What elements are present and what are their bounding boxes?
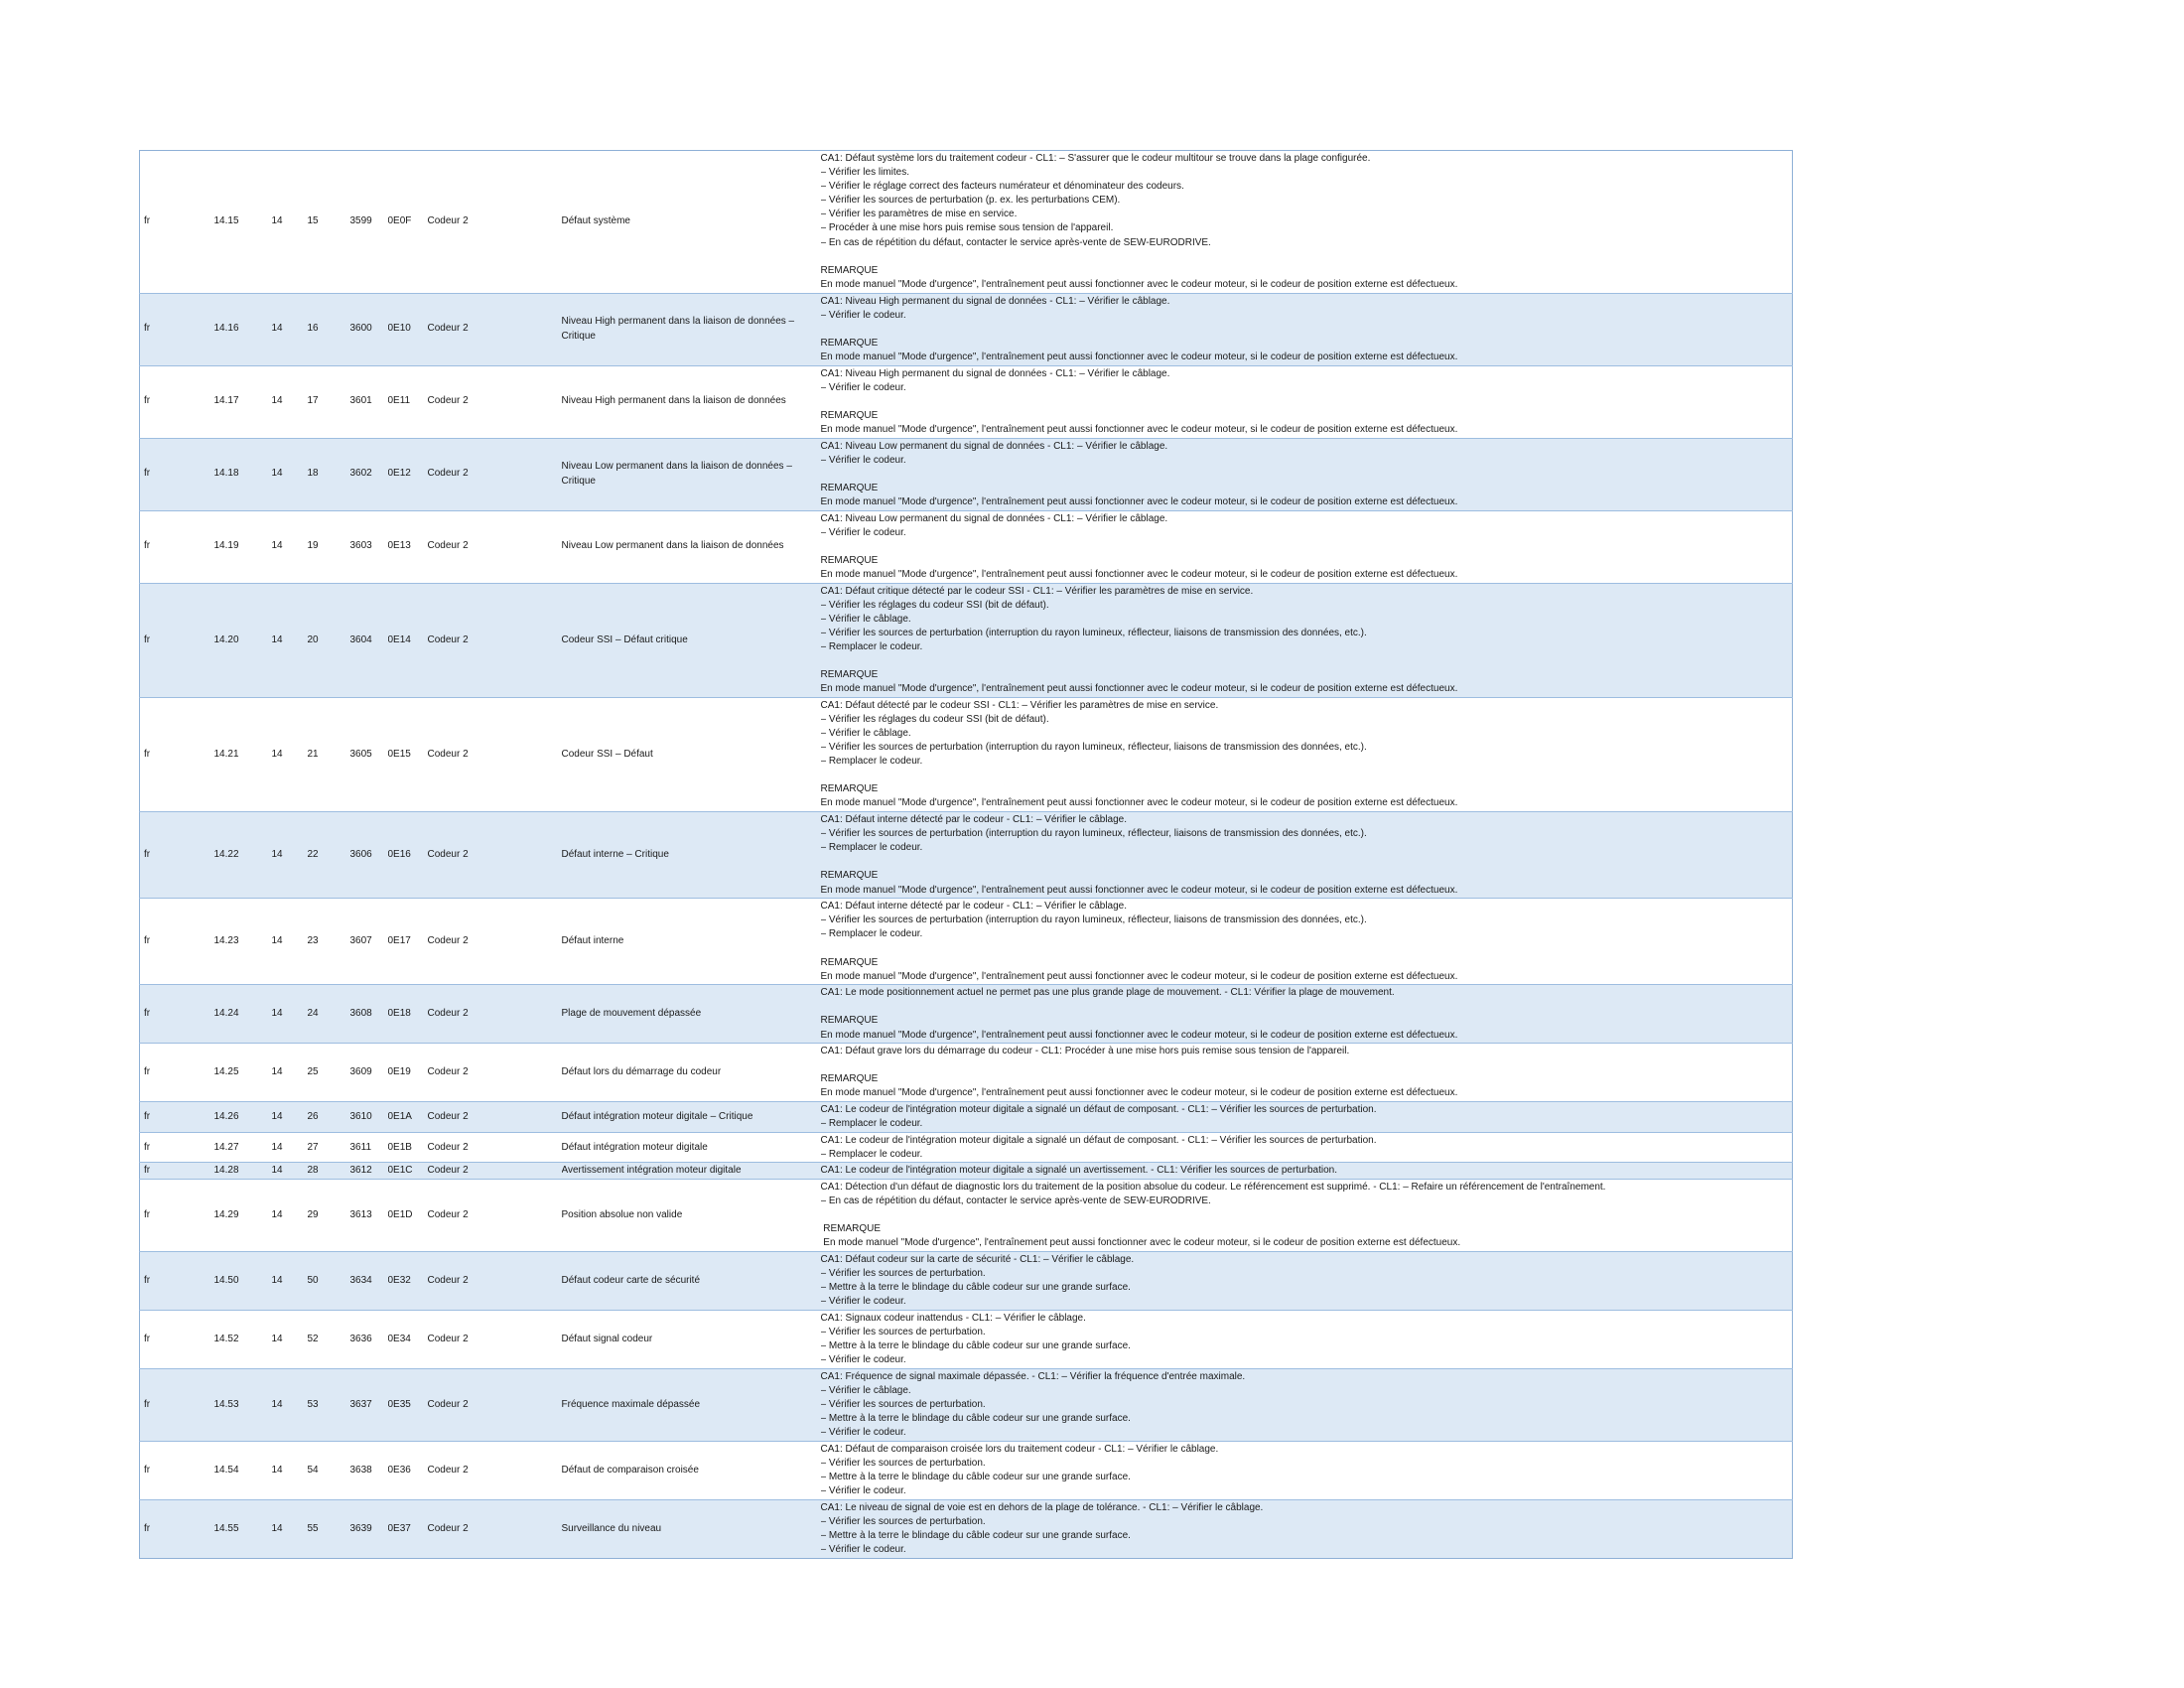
decimal-code-cell: 3611 [350,1132,388,1163]
fault-name-cell: Surveillance du niveau [562,1499,821,1558]
hex-code-cell: 0E19 [388,1044,428,1102]
main-code-cell: 14 [272,1102,308,1133]
sub-code-cell: 17 [308,365,350,438]
fault-code-cell: 14.29 [214,1180,272,1252]
sub-code-cell: 52 [308,1310,350,1368]
hex-code-cell: 0E14 [388,583,428,697]
language-cell: fr [140,1163,214,1180]
hex-code-cell: 0E1C [388,1163,428,1180]
description-cell: CA1: Le codeur de l'intégration moteur digitale a signalé un défaut de composant. - CL1: – Vérifier les sources de perturbation. – Remplacer le codeur. [821,1132,1793,1163]
description-cell: CA1: Le codeur de l'intégration moteur digitale a signalé un avertissement. - CL1: Vérifier les sources de perturbation. [821,1163,1793,1180]
language-cell: fr [140,510,214,583]
main-code-cell: 14 [272,899,308,985]
component-cell: Codeur 2 [427,215,469,227]
main-code-cell: 14 [272,1441,308,1499]
sub-code-cell: 29 [308,1180,350,1252]
decimal-code-cell: 3600 [350,293,388,365]
description-cell: CA1: Niveau High permanent du signal de données - CL1: – Vérifier le câblage. – Vérifier le codeur. REMARQUE En mode manuel "Mode d'urgence", l'entraînement peut aussi fonctionner avec le codeur moteur, si le codeur de position externe est défectueux. [821,365,1793,438]
fault-name-cell: Défaut intégration moteur digitale – Critique [562,1102,821,1133]
decimal-code-cell: 3608 [350,985,388,1044]
table-row [140,1499,1793,1558]
fault-code-cell: 14.22 [214,812,272,899]
fault-name-cell: Défaut interne [562,899,821,985]
fault-code-cell: 14.50 [214,1252,272,1311]
language-cell: fr [140,583,214,697]
description-cell: CA1: Défaut interne détecté par le codeur - CL1: – Vérifier le câblage. – Vérifier les sources de perturbation (interruption du rayon lumineux, réflecteur, liaisons de transmission des données, etc.). – Remplacer le codeur. REMARQUE En mode manuel "Mode d'urgence", l'entraînement peut aussi fonctionner avec le codeur moteur, si le codeur de position externe est défectueux. [821,899,1793,985]
component-cell: Codeur 2 [428,293,562,365]
hex-code-cell: 0E35 [388,1368,428,1441]
language-cell: fr [140,1368,214,1441]
fault-name-cell: Position absolue non valide [562,1180,821,1252]
main-code-cell: 14 [272,583,308,697]
main-code-cell: 14 [272,1252,308,1311]
sub-code-cell: 19 [308,510,350,583]
description-cell: CA1: Fréquence de signal maximale dépassée. - CL1: – Vérifier la fréquence d'entrée maximale. – Vérifier le câblage. – Vérifier les sources de perturbation. – Mettre à la terre le blindage du câble codeur sur une grande surface. – Vérifier le codeur. [821,1368,1793,1441]
sub-code-cell: 24 [308,985,350,1044]
sub-code-cell: 16 [308,293,350,365]
fault-code-cell: 14.54 [214,1441,272,1499]
table-row [140,1310,1793,1368]
language-cell: fr [140,365,214,438]
main-code-cell: 14 [272,1499,308,1558]
decimal-code-cell: 3603 [350,510,388,583]
fault-name-cell: Niveau High permanent dans la liaison de données – Critique [562,293,821,365]
language-cell: fr [140,697,214,811]
description-cell: CA1: Le codeur de l'intégration moteur digitale a signalé un défaut de composant. - CL1: – Vérifier les sources de perturbation. – Remplacer le codeur. [821,1102,1793,1133]
sub-code-cell: 22 [308,812,350,899]
hex-code-cell: 0E37 [388,1499,428,1558]
fault-code-cell: 14.25 [214,1044,272,1102]
component-cell: Codeur 2 [428,510,562,583]
component-cell: Codeur 2 [428,985,562,1044]
table-row [140,438,1793,510]
fault-name-cell: Codeur SSI – Défaut critique [562,583,821,697]
table-row [140,899,1793,985]
component-cell: Codeur 2 [428,1499,562,1558]
fault-name-cell: Défaut codeur carte de sécurité [562,1252,821,1311]
language-cell: fr [140,1180,214,1252]
table-row [140,510,1793,583]
table-row [140,293,1793,365]
decimal-code-cell: 3634 [350,1252,388,1311]
language-cell: fr [140,1441,214,1499]
language-cell: fr [140,1102,214,1133]
description-cell: CA1: Défaut interne détecté par le codeur - CL1: – Vérifier le câblage. – Vérifier les sources de perturbation (interruption du rayon lumineux, réflecteur, liaisons de transmission des données, etc.). – Remplacer le codeur. REMARQUE En mode manuel "Mode d'urgence", l'entraînement peut aussi fonctionner avec le codeur moteur, si le codeur de position externe est défectueux. [821,812,1793,899]
language-cell: fr [140,1044,214,1102]
main-code-cell: 14 [272,1180,308,1252]
description-cell: CA1: Défaut codeur sur la carte de sécurité - CL1: – Vérifier le câblage. – Vérifier les sources de perturbation. – Mettre à la terre le blindage du câble codeur sur une grande surface. – Vérifier le codeur. [821,1252,1793,1311]
component-cell: Codeur 2 [428,1044,562,1102]
component-cell: Codeur 2 [428,1163,562,1180]
description-cell: CA1: Le mode positionnement actuel ne permet pas une plus grande plage de mouvement. - CL1: Vérifier la plage de mouvement. REMARQUE En mode manuel "Mode d'urgence", l'entraînement peut aussi fonctionner avec le codeur moteur, si le codeur de position externe est défectueux. [821,985,1793,1044]
description-cell: CA1: Détection d'un défaut de diagnostic lors du traitement de la position absolue du codeur. Le référencement est supprimé. - CL1: – Refaire un référencement de l'entraînement. – En cas de répétition du défaut, contacter le service après-vente de SEW-EURODRIVE. REMARQUE En mode manuel "Mode d'urgence", l'entraînement peut aussi fonctionner avec le codeur moteur, si le codeur de position externe est défectueux. [821,1180,1793,1252]
fault-code-cell: 14.53 [214,1368,272,1441]
sub-code-cell: 27 [308,1132,350,1163]
fault-code-cell: 14.15 [213,215,239,227]
decimal-code-cell: 3638 [350,1441,388,1499]
sub-code-cell: 21 [308,697,350,811]
description-cell: CA1: Défaut de comparaison croisée lors du traitement codeur - CL1: – Vérifier le câblage. – Vérifier les sources de perturbation. – Mettre à la terre le blindage du câble codeur sur une grande surface. – Vérifier le codeur. [821,1441,1793,1499]
fault-name-cell: Fréquence maximale dépassée [562,1368,821,1441]
component-cell: Codeur 2 [428,1441,562,1499]
fault-name-cell: Plage de mouvement dépassée [562,985,821,1044]
sub-code-cell: 26 [308,1102,350,1133]
decimal-code-cell: 3610 [350,1102,388,1133]
component-cell: Codeur 2 [428,1180,562,1252]
language-cell: fr [140,812,214,899]
sub-code-cell: 15 [307,215,319,227]
hex-code-cell: 0E32 [388,1252,428,1311]
hex-code-cell: 0E36 [388,1441,428,1499]
component-cell: Codeur 2 [428,697,562,811]
fault-code-cell: 14.17 [214,365,272,438]
sub-code-cell: 20 [308,583,350,697]
table-row [140,365,1793,438]
component-cell: Codeur 2 [428,365,562,438]
fault-code-cell: 14.27 [214,1132,272,1163]
fault-name-cell: Niveau Low permanent dans la liaison de données – Critique [562,438,821,510]
fault-code-cell: 14.19 [214,510,272,583]
hex-code-cell: 0E13 [388,510,428,583]
component-cell: Codeur 2 [428,1368,562,1441]
decimal-code-cell: 3599 [349,215,372,227]
sub-code-cell: 55 [308,1499,350,1558]
table-row [140,1044,1793,1102]
fault-code-cell: 14.21 [214,697,272,811]
hex-code-cell: 0E1D [388,1180,428,1252]
description-cell: CA1: Défaut détecté par le codeur SSI - CL1: – Vérifier les paramètres de mise en service. – Vérifier les réglages du codeur SSI (bit de défaut). – Vérifier le câblage. – Vérifier les sources de perturbation (interruption du rayon lumineux, réflecteur, liaisons de transmission des données, etc.). – Remplacer le codeur. REMARQUE En mode manuel "Mode d'urgence", l'entraînement peut aussi fonctionner avec le codeur moteur, si le codeur de position externe est défectueux. [821,697,1793,811]
description-cell: CA1: Niveau Low permanent du signal de données - CL1: – Vérifier le câblage. – Vérifier le codeur. REMARQUE En mode manuel "Mode d'urgence", l'entraînement peut aussi fonctionner avec le codeur moteur, si le codeur de position externe est défectueux. [821,510,1793,583]
component-cell: Codeur 2 [428,1132,562,1163]
sub-code-cell: 53 [308,1368,350,1441]
hex-code-cell: 0E0F [387,215,412,227]
table-row [140,583,1793,697]
description-cell: CA1: Le niveau de signal de voie est en dehors de la plage de tolérance. - CL1: – Vérifier le câblage. – Vérifier les sources de perturbation. – Mettre à la terre le blindage du câble codeur sur une grande surface. – Vérifier le codeur. [821,1499,1793,1558]
fault-table [139,150,1793,1559]
fault-name-cell: Niveau High permanent dans la liaison de données [562,365,821,438]
fault-code-cell: 14.20 [214,583,272,697]
main-code-cell: 14 [272,1310,308,1368]
description-cell: CA1: Défaut critique détecté par le codeur SSI - CL1: – Vérifier les paramètres de mise en service. – Vérifier les réglages du codeur SSI (bit de défaut). – Vérifier le câblage. – Vérifier les sources de perturbation (interruption du rayon lumineux, réflecteur, liaisons de transmission des données, etc.). – Remplacer le codeur. REMARQUE En mode manuel "Mode d'urgence", l'entraînement peut aussi fonctionner avec le codeur moteur, si le codeur de position externe est défectueux. [821,583,1793,697]
main-code-cell: 14 [272,293,308,365]
fault-name-cell: Défaut signal codeur [562,1310,821,1368]
component-cell: Codeur 2 [428,438,562,510]
main-code-cell: 14 [272,812,308,899]
main-code-cell: 14 [272,985,308,1044]
main-code-cell: 14 [271,215,283,227]
sub-code-cell: 23 [308,899,350,985]
hex-code-cell: 0E18 [388,985,428,1044]
decimal-code-cell: 3606 [350,812,388,899]
hex-code-cell: 0E12 [388,438,428,510]
table-row [140,1441,1793,1499]
sub-code-cell: 18 [308,438,350,510]
hex-code-cell: 0E16 [388,812,428,899]
fault-code-cell: 14.24 [214,985,272,1044]
fault-name-cell: Avertissement intégration moteur digitale [562,1163,821,1180]
fault-name-cell: Défaut de comparaison croisée [562,1441,821,1499]
hex-code-cell: 0E15 [388,697,428,811]
fault-rows [140,151,1793,1559]
component-cell: Codeur 2 [428,1102,562,1133]
main-code-cell: 14 [272,438,308,510]
language-cell: fr [140,438,214,510]
fault-code-cell: 14.52 [214,1310,272,1368]
decimal-code-cell: 3613 [350,1180,388,1252]
description-cell: CA1: Défaut système lors du traitement codeur - CL1: – S'assurer que le codeur multitour se trouve dans la plage configurée. – Vérifier les limites. – Vérifier le réglage correct des facteurs numérateur et dénominateur des codeurs. – Vérifier les sources de perturbation (p. ex. les perturbations CEM). – Vérifier les paramètres de mise en service. – Procéder à une mise hors puis remise sous tension de l'appareil. – En cas de répétition du défaut, contacter le service après-vente de SEW-EURODRIVE. REMARQUE En mode manuel "Mode d'urgence", l'entraînement peut aussi fonctionner avec le codeur moteur, si le codeur de position externe est défectueux. [820,153,1458,290]
fault-name-cell: Défaut intégration moteur digitale [562,1132,821,1163]
sub-code-cell: 50 [308,1252,350,1311]
component-cell: Codeur 2 [428,812,562,899]
table-row [140,1132,1793,1163]
decimal-code-cell: 3636 [350,1310,388,1368]
main-code-cell: 14 [272,365,308,438]
table-row [140,812,1793,899]
sub-code-cell: 25 [308,1044,350,1102]
decimal-code-cell: 3604 [350,583,388,697]
hex-code-cell: 0E34 [388,1310,428,1368]
decimal-code-cell: 3602 [350,438,388,510]
hex-code-cell: 0E1B [388,1132,428,1163]
language-cell: fr [140,1310,214,1368]
table-row [140,151,1793,294]
decimal-code-cell: 3609 [350,1044,388,1102]
component-cell: Codeur 2 [428,1252,562,1311]
main-code-cell: 14 [272,1163,308,1180]
sub-code-cell: 28 [308,1163,350,1180]
language-cell: fr [140,899,214,985]
description-cell: CA1: Niveau Low permanent du signal de données - CL1: – Vérifier le câblage. – Vérifier le codeur. REMARQUE En mode manuel "Mode d'urgence", l'entraînement peut aussi fonctionner avec le codeur moteur, si le codeur de position externe est défectueux. [821,438,1793,510]
language-cell: fr [140,1132,214,1163]
main-code-cell: 14 [272,1132,308,1163]
description-cell: CA1: Défaut grave lors du démarrage du codeur - CL1: Procéder à une mise hors puis remise sous tension de l'appareil. REMARQUE En mode manuel "Mode d'urgence", l'entraînement peut aussi fonctionner avec le codeur moteur, si le codeur de position externe est défectueux. [821,1044,1793,1102]
language-cell: fr [140,1252,214,1311]
decimal-code-cell: 3612 [350,1163,388,1180]
hex-code-cell: 0E17 [388,899,428,985]
decimal-code-cell: 3607 [350,899,388,985]
decimal-code-cell: 3639 [350,1499,388,1558]
fault-name-cell: Défaut lors du démarrage du codeur [562,1044,821,1102]
main-code-cell: 14 [272,697,308,811]
main-code-cell: 14 [272,1044,308,1102]
description-cell: CA1: Signaux codeur inattendus - CL1: – Vérifier le câblage. – Vérifier les sources de perturbation. – Mettre à la terre le blindage du câble codeur sur une grande surface. – Vérifier le codeur. [821,1310,1793,1368]
fault-name-cell: Défaut interne – Critique [562,812,821,899]
fault-name-cell: Codeur SSI – Défaut [562,697,821,811]
component-cell: Codeur 2 [428,899,562,985]
language-cell: fr [140,1499,214,1558]
main-code-cell: 14 [272,510,308,583]
fault-code-cell: 14.16 [214,293,272,365]
table-row [140,985,1793,1044]
table-row [140,1368,1793,1441]
hex-code-cell: 0E11 [388,365,428,438]
description-cell: CA1: Niveau High permanent du signal de données - CL1: – Vérifier le câblage. – Vérifier le codeur. REMARQUE En mode manuel "Mode d'urgence", l'entraînement peut aussi fonctionner avec le codeur moteur, si le codeur de position externe est défectueux. [821,293,1793,365]
fault-code-cell: 14.55 [214,1499,272,1558]
decimal-code-cell: 3637 [350,1368,388,1441]
table-row [140,1180,1793,1252]
table-row [140,1102,1793,1133]
table-row [140,1163,1793,1180]
language-cell: fr [140,293,214,365]
fault-code-cell: 14.28 [214,1163,272,1180]
fault-code-cell: 14.26 [214,1102,272,1133]
sub-code-cell: 54 [308,1441,350,1499]
fault-name-cell: Défaut système [561,215,630,227]
fault-name-cell: Niveau Low permanent dans la liaison de données [562,510,821,583]
fault-code-cell: 14.18 [214,438,272,510]
component-cell: Codeur 2 [428,583,562,697]
language-cell: fr [144,215,151,227]
table-row [140,697,1793,811]
hex-code-cell: 0E10 [388,293,428,365]
decimal-code-cell: 3601 [350,365,388,438]
decimal-code-cell: 3605 [350,697,388,811]
component-cell: Codeur 2 [428,1310,562,1368]
language-cell: fr [140,985,214,1044]
main-code-cell: 14 [272,1368,308,1441]
table-row [140,1252,1793,1311]
hex-code-cell: 0E1A [388,1102,428,1133]
fault-code-cell: 14.23 [214,899,272,985]
